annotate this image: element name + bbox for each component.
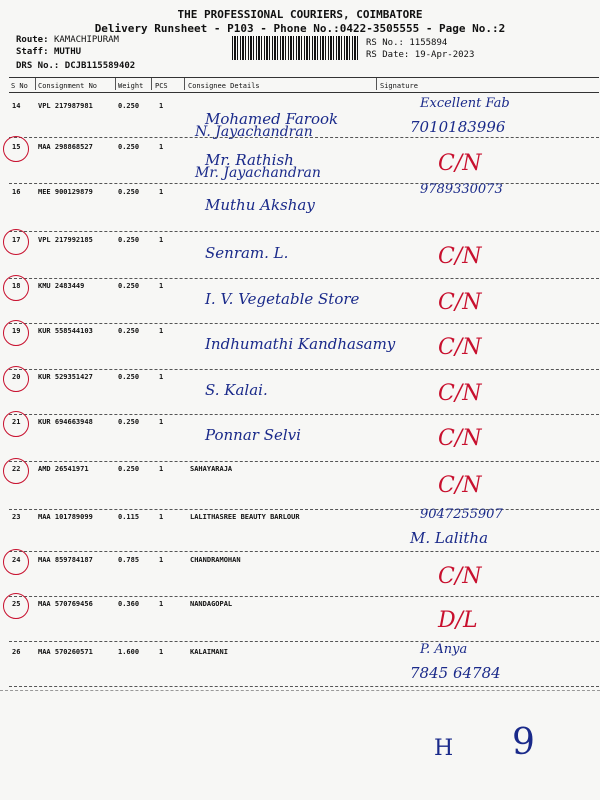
signature-2: M. Lalitha [410,529,489,547]
row-consignee: NANDAGOPAL [190,600,233,608]
row-consignment-no: MAA 298868527 [38,143,93,151]
col-signature: Signature [380,82,418,90]
row-circle-mark [3,366,29,392]
row-sno: 17 [12,236,21,244]
row-consignment-no: KUR 694663948 [38,418,93,426]
col-divider [35,78,36,90]
row-divider [9,551,599,552]
row-divider [9,278,599,279]
row-divider [9,686,599,687]
handwritten-consignee: Mr. Rathish [205,151,294,169]
col-divider [151,78,152,90]
handwritten-consignee-2: N. Jayachandran [195,124,313,140]
signature-mark: C/N [438,473,482,498]
row-consignment-no: VPL 217987981 [38,102,93,110]
col-consignment: Consignment No [38,82,98,90]
row-divider [9,461,599,462]
rs-no-label: RS No.: [366,38,404,48]
handwritten-consignee: S. Kalai. [205,381,268,399]
company-title: THE PROFESSIONAL COURIERS, COIMBATORE [177,8,423,21]
row-circle-mark [3,458,29,484]
handwritten-consignee: Senram. L. [205,244,289,262]
row-circle-mark [3,320,29,346]
row-divider [9,323,599,324]
row-consignee: KALAIMANI [190,648,228,656]
runsheet-title: Delivery Runsheet - P103 - Phone No.:0422-3505555 - Page No.:2 [94,22,506,35]
row-pcs: 1 [159,465,164,473]
handwritten-consignee-2: Mr. Jayachandran [195,165,321,181]
route-label: Route: [16,35,49,45]
row-weight: 0.115 [118,513,140,521]
row-divider [9,137,599,138]
signature-mark: C/N [438,564,482,589]
col-pcs: PCS [155,82,168,90]
row-consignee: LALITHASREE BEAUTY BARLOUR [190,513,300,521]
row-weight: 0.250 [118,102,140,110]
row-weight: 0.250 [118,465,140,473]
handwritten-consignee: Ponnar Selvi [205,426,301,444]
row-weight: 0.250 [118,327,140,335]
row-sno: 25 [12,600,21,608]
page-end-rule [0,690,600,691]
col-divider [376,78,377,90]
row-pcs: 1 [159,556,164,564]
staff-line [16,47,81,57]
row-sno: 14 [12,102,21,110]
row-consignment-no: MAA 570260571 [38,648,93,656]
rs-no-line [366,38,447,48]
row-pcs: 1 [159,513,164,521]
signature-mark: C/N [438,290,482,315]
row-sno: 18 [12,282,21,290]
signature: 9789330073 [420,182,503,197]
signature-mark: C/N [438,335,482,360]
row-pcs: 1 [159,373,164,381]
handwritten-consignee: Indhumathi Kandhasamy [205,335,396,353]
row-weight: 0.785 [118,556,140,564]
col-divider [184,78,185,90]
signature-mark: C/N [438,244,482,269]
signature-2: 7845 64784 [410,664,501,682]
row-sno: 20 [12,373,21,381]
signature: P. Anya [420,642,468,657]
row-consignee: CHANDRAMOHAN [190,556,241,564]
row-circle-mark [3,411,29,437]
signature-mark: C/N [438,426,482,451]
row-divider [9,369,599,370]
signature: Excellent Fab [420,96,510,111]
drs-line [16,61,135,71]
rs-date-label: RS Date: [366,50,410,60]
row-weight: 0.250 [118,373,140,381]
row-divider [9,231,599,232]
row-pcs: 1 [159,236,164,244]
row-weight: 0.250 [118,143,140,151]
drs-label: DRS No.: [16,61,60,71]
row-weight: 0.250 [118,282,140,290]
row-pcs: 1 [159,648,164,656]
row-circle-mark [3,136,29,162]
route-line [16,35,119,45]
col-sno: S No [11,82,28,90]
staff-value: MUTHU [53,47,82,57]
signature-mark: C/N [438,151,482,176]
row-sno: 16 [12,188,21,196]
row-divider [9,414,599,415]
row-pcs: 1 [159,327,164,335]
drs-value: DCJB115589402 [64,61,136,71]
row-pcs: 1 [159,282,164,290]
row-consignment-no: MEE 900129879 [38,188,93,196]
row-consignment-no: KUR 558544103 [38,327,93,335]
row-weight: 0.360 [118,600,140,608]
handwritten-consignee: Mohamed Farook [205,110,339,128]
row-weight: 0.250 [118,418,140,426]
row-sno: 23 [12,513,21,521]
rs-date-value: 19-Apr-2023 [414,50,475,60]
row-pcs: 1 [159,143,164,151]
row-consignment-no: AMD 26541971 [38,465,89,473]
row-consignment-no: MAA 570769456 [38,600,93,608]
row-circle-mark [3,549,29,575]
row-weight: 0.250 [118,188,140,196]
row-weight: 0.250 [118,236,140,244]
row-circle-mark [3,593,29,619]
header-rule-top [9,77,599,78]
row-sno: 22 [12,465,21,473]
col-weight: Weight [118,82,144,90]
header-rule-bottom [9,92,599,93]
row-pcs: 1 [159,188,164,196]
barcode [232,36,360,60]
row-divider [9,509,599,510]
handwritten-consignee: Muthu Akshay [205,196,315,214]
footer-mark-right: 9 [512,722,535,763]
row-consignment-no: KMU 2483449 [38,282,85,290]
signature: 9047255907 [420,507,503,522]
row-sno: 26 [12,648,21,656]
signature-2: 7010183996 [410,118,506,136]
row-divider [9,641,599,642]
row-sno: 24 [12,556,21,564]
row-divider [9,183,599,184]
row-weight: 1.600 [118,648,140,656]
row-consignment-no: VPL 217992185 [38,236,93,244]
row-sno: 21 [12,418,21,426]
footer-mark-left: H [434,736,454,761]
row-consignment-no: MAA 859784187 [38,556,93,564]
row-circle-mark [3,229,29,255]
staff-label: Staff: [16,47,49,57]
row-consignment-no: KUR 529351427 [38,373,93,381]
col-consignee: Consignee Details [188,82,260,90]
signature-mark: D/L [438,608,478,633]
row-pcs: 1 [159,102,164,110]
row-divider [9,596,599,597]
rs-date-line [366,50,474,60]
row-pcs: 1 [159,418,164,426]
row-sno: 19 [12,327,21,335]
row-pcs: 1 [159,600,164,608]
signature-mark: C/N [438,381,482,406]
row-sno: 15 [12,143,21,151]
row-consignee: SAHAYARAJA [190,465,233,473]
row-consignment-no: MAA 101789099 [38,513,93,521]
rs-no-value: 1155894 [409,38,448,48]
row-circle-mark [3,275,29,301]
handwritten-consignee: I. V. Vegetable Store [205,290,360,308]
route-value: KAMACHIPURAM [53,35,119,45]
col-divider [115,78,116,90]
